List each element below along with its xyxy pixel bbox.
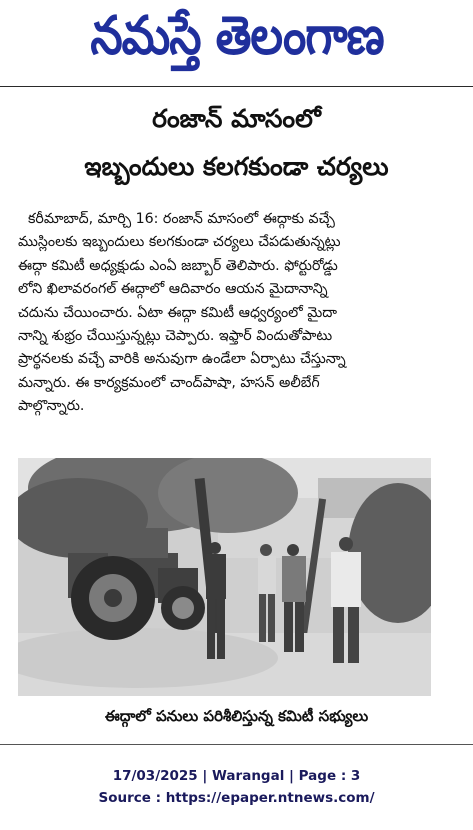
footer-source[interactable]: Source : https://epaper.ntnews.com/ <box>98 790 375 806</box>
photo-caption: ఈద్గాలో పనులు పరిశీలిస్తున్న కమిటీ సభ్యులు <box>104 707 369 725</box>
article-line: ప్రార్థనలకు వచ్చే వారికి అనువుగా ఉండేలా ఏర్పాటు చేస్తున్నా <box>18 351 346 368</box>
article-line: పాల్గొన్నారు. <box>18 398 85 415</box>
headline-line-2: ఇబ్బందులు కలగకుండా చర్యలు <box>84 152 389 181</box>
clipping-bottom-border <box>0 744 473 745</box>
article-body <box>18 208 450 419</box>
article-line: కరీమాబాద్, మార్చి 16: రంజాన్ మాసంలో ఈద్గాకు వచ్చే <box>28 211 335 227</box>
article-line: నాన్ని శుభ్రం చేయిస్తున్నట్లు చెప్పారు. ఇఫ్తార్ విందుతోపాటు <box>18 327 333 344</box>
article-line: ముస్లింలకు ఇబ్బందులు కలగకుండా చర్యలు చేపడుతున్నట్లు <box>18 234 341 251</box>
masthead-divider <box>0 86 473 87</box>
article-line: లోని ఖిలావరంగల్ ఈద్గాలో ఆదివారం ఆయన మైదానాన్ని <box>18 281 328 298</box>
article-photo <box>18 458 431 696</box>
article-line: చదును చేయించారు. ఏటా ఈద్గా కమిటీ ఆధ్వర్యంలో మైదా <box>18 304 338 321</box>
masthead-logo: నమస్తే తెలంగాణ <box>90 4 384 67</box>
article-line: మన్నారు. ఈ కార్యక్రమంలో చాంద్‌పాషా, హసన్ అలీబేగ్ <box>18 374 320 391</box>
headline-line-1: రంజాన్ మాసంలో <box>152 104 321 133</box>
footer-meta: 17/03/2025 | Warangal | Page : 3 <box>112 768 361 784</box>
footer <box>0 765 473 809</box>
article-line: ఈద్గా కమిటీ అధ్యక్షుడు ఎంఏ జబ్బార్ తెలిపారు. ఫోర్టురోడ్డు <box>18 257 338 274</box>
